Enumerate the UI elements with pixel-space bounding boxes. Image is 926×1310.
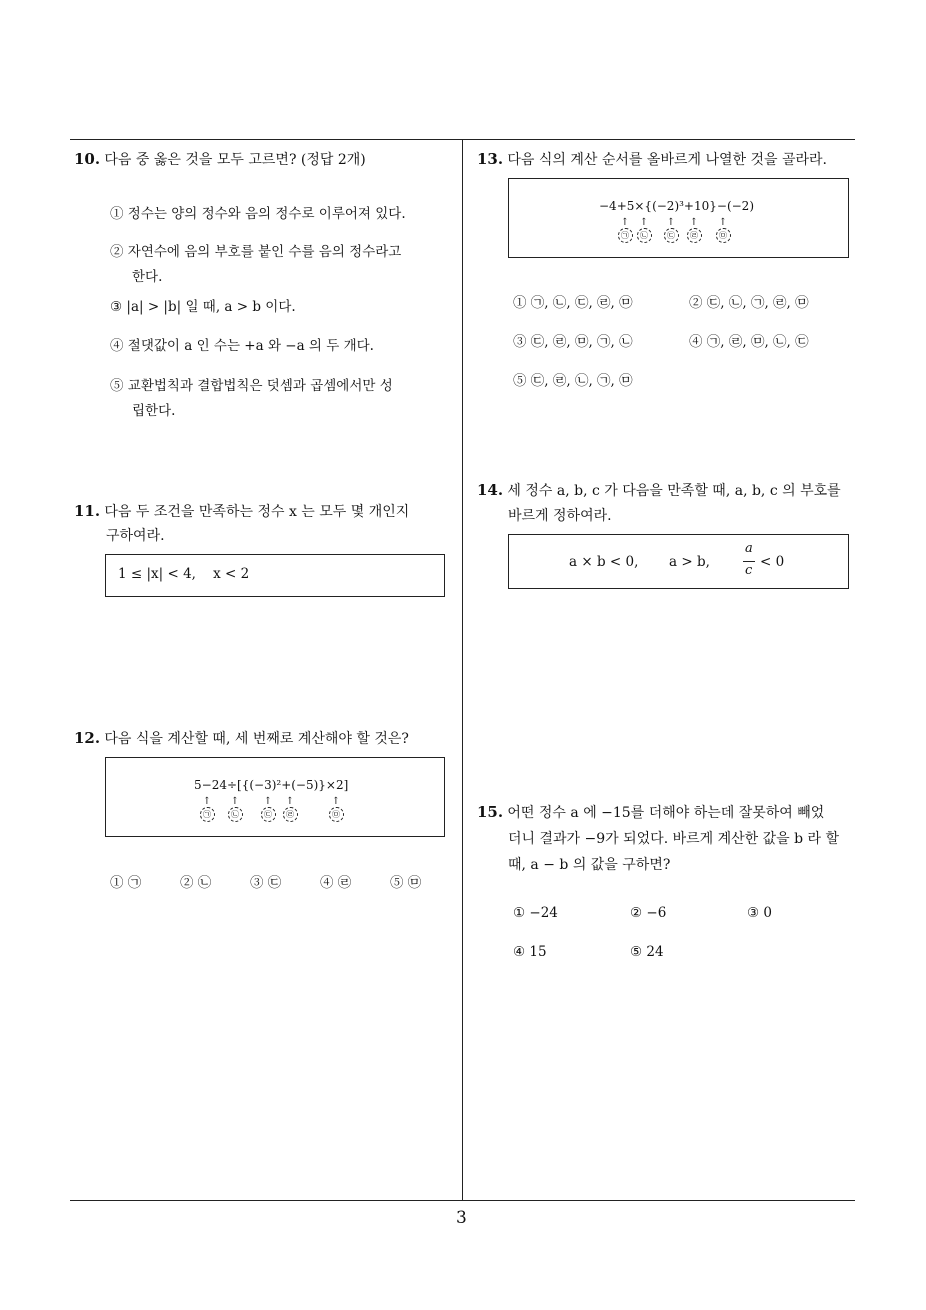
fraction-bar bbox=[743, 561, 755, 562]
condition-box bbox=[508, 534, 849, 589]
question-text-cont: 구하여라. bbox=[106, 528, 165, 544]
expression-box bbox=[105, 757, 445, 837]
q12-option-4[interactable]: ④ ㉣ bbox=[320, 875, 352, 891]
question-13 bbox=[477, 148, 867, 172]
condition-2: a > b, bbox=[669, 554, 710, 570]
condition-text: 1 ≤ |x| < 4, x < 2 bbox=[118, 566, 250, 582]
q13-option-2[interactable]: ② ㉢, ㉡, ㉠, ㉣, ㉤ bbox=[689, 295, 809, 311]
q10-option-5[interactable]: ⑤ 교환법칙과 결합법칙은 덧셈과 곱셈에서만 성 bbox=[110, 378, 393, 394]
q13-option-5[interactable]: ⑤ ㉢, ㉣, ㉡, ㉠, ㉤ bbox=[513, 373, 633, 389]
question-text: 다음 식의 계산 순서를 올바르게 나열한 것을 골라라. bbox=[507, 152, 828, 168]
q15-option-1[interactable]: ① −24 bbox=[513, 905, 558, 921]
marker-3: ↑ ㉢ bbox=[260, 796, 276, 822]
question-text-cont-1: 더니 결과가 −9가 되었다. 바르게 계산한 값을 b 라 할 bbox=[508, 831, 840, 847]
condition-box bbox=[105, 554, 445, 597]
q15-option-4[interactable]: ④ 15 bbox=[513, 944, 547, 960]
q10-option-2-cont: 한다. bbox=[132, 269, 163, 285]
question-number: 15. bbox=[477, 803, 504, 821]
question-number: 11. bbox=[74, 502, 101, 520]
page-number: 3 bbox=[456, 1208, 467, 1228]
question-number: 10. bbox=[74, 150, 101, 168]
question-15 bbox=[477, 801, 872, 825]
question-10 bbox=[74, 148, 454, 172]
expression: −4+5×{(−2)³+10}−(−2) bbox=[599, 199, 754, 213]
q12-option-5[interactable]: ⑤ ㉤ bbox=[390, 875, 422, 891]
marker-3: ↑ ㉢ bbox=[663, 217, 679, 243]
question-12 bbox=[74, 727, 459, 751]
q15-option-2[interactable]: ② −6 bbox=[630, 905, 667, 921]
q15-option-3[interactable]: ③ 0 bbox=[747, 905, 772, 921]
q10-option-2[interactable]: ② 자연수에 음의 부호를 붙인 수를 음의 정수라고 bbox=[110, 244, 402, 260]
column-divider bbox=[462, 139, 463, 1200]
marker-1: ↑ ㉠ bbox=[617, 217, 633, 243]
question-text: 어떤 정수 a 에 −15를 더해야 하는데 잘못하여 빼었 bbox=[507, 805, 825, 821]
marker-5: ↑ ㉤ bbox=[328, 796, 344, 822]
marker-4: ↑ ㉣ bbox=[282, 796, 298, 822]
marker-4: ↑ ㉣ bbox=[686, 217, 702, 243]
question-number: 13. bbox=[477, 150, 504, 168]
condition-1: a × b < 0, bbox=[569, 554, 639, 570]
question-text: 다음 두 조건을 만족하는 정수 x 는 모두 몇 개인지 bbox=[104, 504, 410, 520]
condition-3: < 0 bbox=[760, 554, 785, 570]
question-11 bbox=[74, 500, 459, 524]
marker-2: ↑ ㉡ bbox=[636, 217, 652, 243]
marker-5: ↑ ㉤ bbox=[715, 217, 731, 243]
fraction-denominator: c bbox=[745, 563, 753, 578]
q10-option-3[interactable]: ③ |a| > |b| 일 때, a > b 이다. bbox=[110, 299, 296, 315]
q12-option-2[interactable]: ② ㉡ bbox=[180, 875, 212, 891]
expression: 5−24÷[{(−3)²+(−5)}×2] bbox=[194, 778, 349, 792]
bottom-rule bbox=[70, 1200, 855, 1201]
question-text: 세 정수 a, b, c 가 다음을 만족할 때, a, b, c 의 부호를 bbox=[507, 483, 841, 499]
marker-2: ↑ ㉡ bbox=[227, 796, 243, 822]
q10-option-5-cont: 립한다. bbox=[132, 403, 176, 419]
q15-option-5[interactable]: ⑤ 24 bbox=[630, 944, 664, 960]
question-text: 다음 식을 계산할 때, 세 번째로 계산해야 할 것은? bbox=[104, 731, 409, 747]
q12-option-1[interactable]: ① ㉠ bbox=[110, 875, 142, 891]
expression-box bbox=[508, 178, 849, 258]
question-number: 12. bbox=[74, 729, 101, 747]
question-number: 14. bbox=[477, 481, 504, 499]
q10-option-1[interactable]: ① 정수는 양의 정수와 음의 정수로 이루어져 있다. bbox=[110, 206, 406, 222]
marker-1: ↑ ㉠ bbox=[199, 796, 215, 822]
q13-option-3[interactable]: ③ ㉢, ㉣, ㉤, ㉠, ㉡ bbox=[513, 334, 633, 350]
q13-option-1[interactable]: ① ㉠, ㉡, ㉢, ㉣, ㉤ bbox=[513, 295, 633, 311]
q13-option-4[interactable]: ④ ㉠, ㉣, ㉤, ㉡, ㉢ bbox=[689, 334, 809, 350]
fraction-numerator: a bbox=[745, 541, 753, 556]
question-text-cont-2: 때, a − b 의 값을 구하면? bbox=[508, 857, 671, 873]
question-text-cont: 바르게 정하여라. bbox=[508, 508, 612, 524]
question-text: 다음 중 옳은 것을 모두 고르면? (정답 2개) bbox=[104, 152, 366, 168]
q10-option-4[interactable]: ④ 절댓값이 a 인 수는 +a 와 −a 의 두 개다. bbox=[110, 338, 374, 354]
q12-option-3[interactable]: ③ ㉢ bbox=[250, 875, 282, 891]
question-14 bbox=[477, 479, 872, 503]
